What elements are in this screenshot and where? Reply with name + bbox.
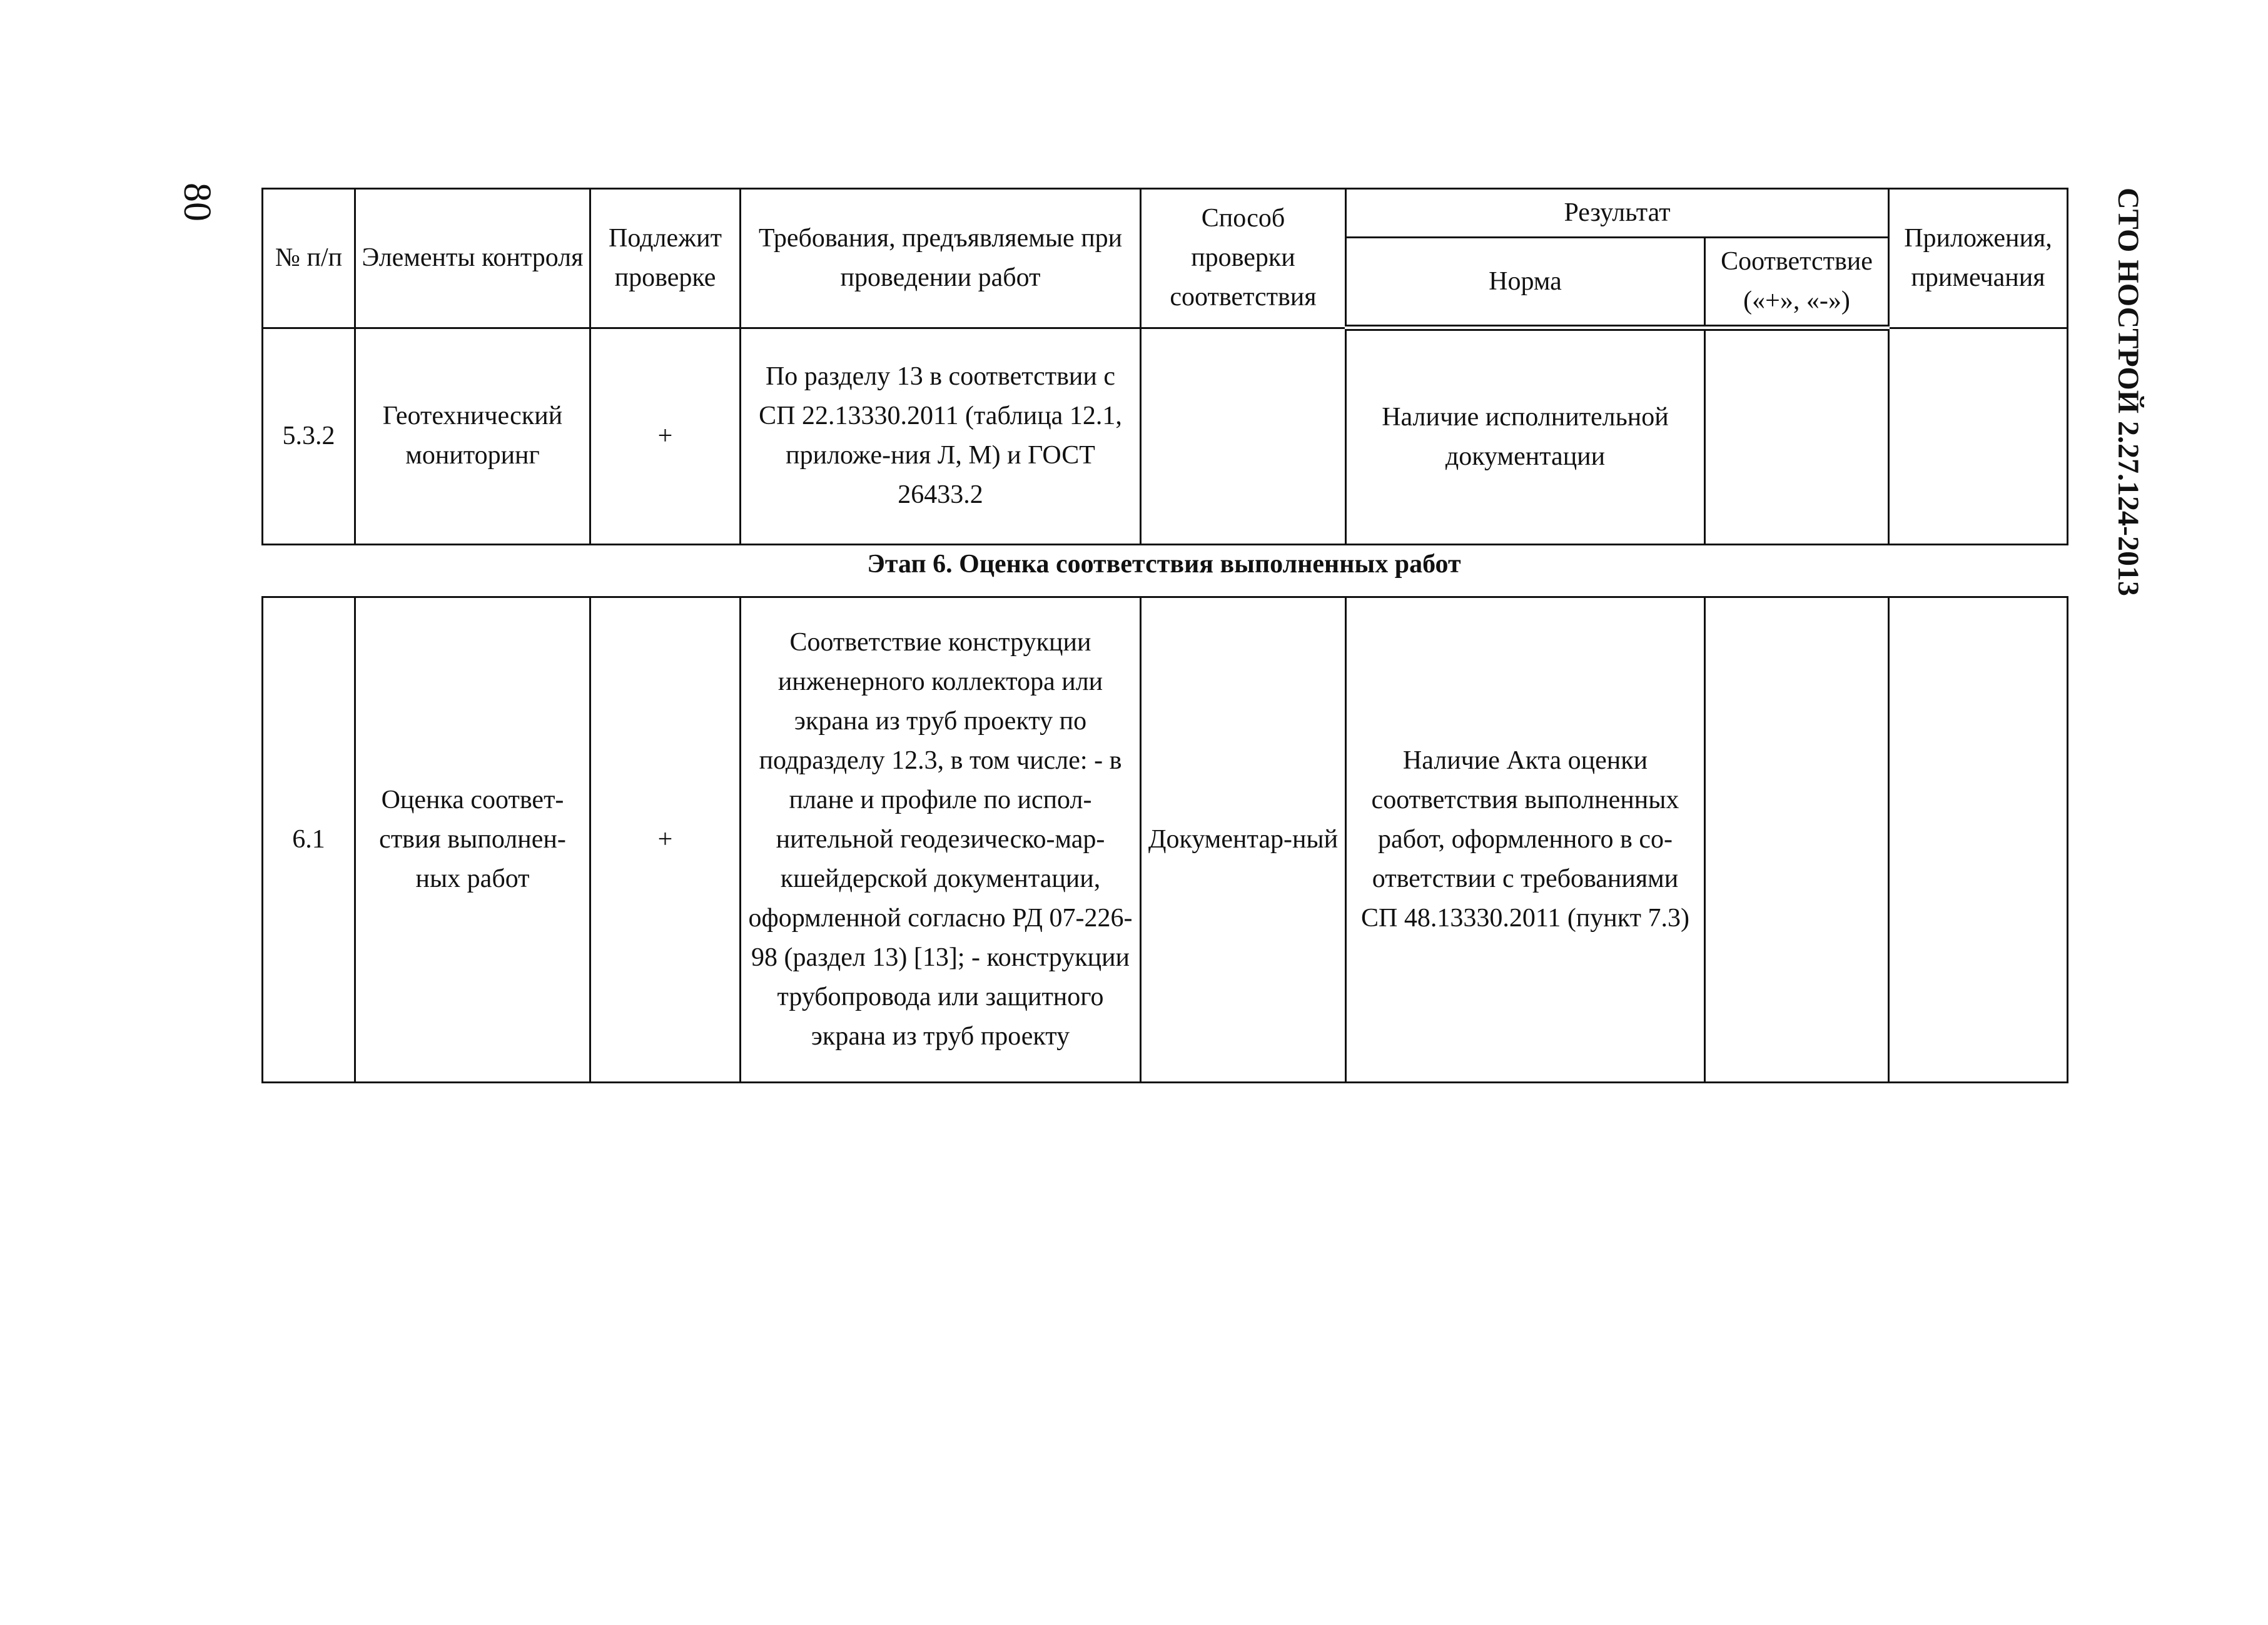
header-method: Способ проверки соответствия — [1141, 189, 1346, 328]
document-code: СТО НОСТРОЙ 2.27.124-2013 — [2112, 188, 2145, 597]
table-row — [263, 328, 2068, 544]
row-subject: + — [590, 328, 741, 544]
header-norm: Норма — [1346, 238, 1705, 328]
header-conformity: Соответствие («+», «-») — [1705, 238, 1889, 328]
table-row — [263, 597, 2068, 1083]
header-elements: Элементы контроля — [355, 189, 590, 328]
row-method: Документар-ный — [1141, 597, 1346, 1083]
row-num: 5.3.2 — [263, 328, 355, 544]
row-subject: + — [590, 597, 741, 1083]
header-requirements: Требования, предъявляемые при проведении работ — [741, 189, 1141, 328]
page-number: 80 — [176, 183, 218, 221]
header-subject: Подлежит проверке — [590, 189, 741, 328]
row-norm: Наличие исполнительной документации — [1346, 328, 1705, 544]
header-notes: Приложения, примечания — [1889, 189, 2068, 328]
row-norm: Наличие Акта оценки соответствия выполненных работ, оформленного в со-ответствии с требованиями СП 48.13330.2011 (пункт 7.3) — [1346, 597, 1705, 1083]
header-result: Результат — [1346, 189, 1889, 238]
row-notes — [1889, 597, 2068, 1083]
row-element: Оценка соответ-ствия выполнен-ных работ — [355, 597, 590, 1083]
inspection-table-top — [261, 188, 2068, 545]
stage-title: Этап 6. Оценка соответствия выполненных работ — [867, 550, 1461, 579]
row-conformity — [1705, 328, 1889, 544]
row-element: Геотехнический мониторинг — [355, 328, 590, 544]
header-num: № п/п — [263, 189, 355, 328]
row-notes — [1889, 328, 2068, 544]
row-conformity — [1705, 597, 1889, 1083]
row-requirements: По разделу 13 в соответствии с СП 22.13330.2011 (таблица 12.1, приложе-ния Л, М) и ГОСТ 26433.2 — [741, 328, 1141, 544]
row-method — [1141, 328, 1346, 544]
row-num: 6.1 — [263, 597, 355, 1083]
inspection-table-bottom — [261, 596, 2068, 1083]
row-requirements: Соответствие конструкции инженерного коллектора или экрана из труб проекту по подразделу 12.3, в том числе: - в плане и профиле по испол-нительной геодезическо-мар-кшейдерской документации, оформленной согласно РД 07-226-98 (раздел 13) [13]; - конструкции трубопровода или защитного экрана из труб проекту — [741, 597, 1141, 1083]
